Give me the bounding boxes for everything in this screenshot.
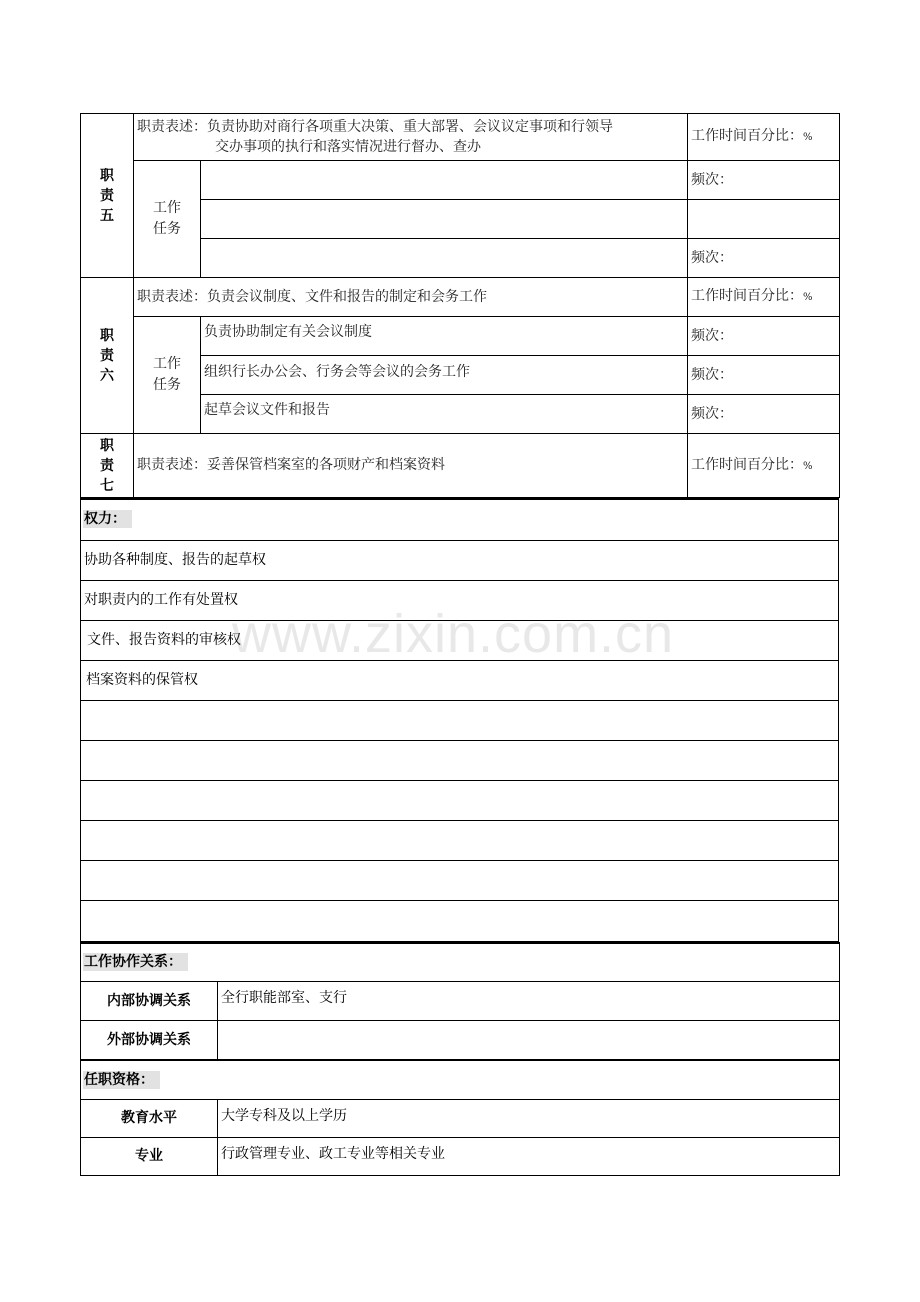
power-item <box>81 860 839 900</box>
duty5-label: 职 责 五 <box>81 114 134 278</box>
external-relation-label: 外部协调关系 <box>81 1021 218 1060</box>
internal-relation-label: 内部协调关系 <box>81 982 218 1021</box>
watermark: www.zixin.com.cn <box>232 604 675 664</box>
duty5-frequency-2 <box>688 200 840 239</box>
duty6-desc-row <box>81 278 840 317</box>
duty6-label: 职 责 六 <box>81 278 134 434</box>
duty6-frequency-3: 频次： <box>688 395 840 434</box>
duty5-frequency-1: 频次： <box>688 161 840 200</box>
duty7-time-percent: 工作时间百分比：% <box>688 434 840 498</box>
education-value: 大学专科及以上学历 <box>218 1100 840 1138</box>
duty7-desc-row <box>81 434 840 498</box>
duty7-description: 职责表述：妥善保管档案室的各项财产和档案资料 <box>134 434 688 498</box>
duty5-task-1 <box>201 161 688 200</box>
external-relation-value <box>218 1021 840 1060</box>
duty6-time-percent: 工作时间百分比：% <box>688 278 840 317</box>
cooperation-table <box>80 942 840 1061</box>
power-item: 协助各种制度、报告的起草权 <box>81 540 839 580</box>
powers-heading: 权力： <box>81 499 839 540</box>
duty5-work-task-label: 工作 任务 <box>134 161 201 278</box>
duties-table <box>80 113 840 498</box>
duty5-frequency-3: 频次： <box>688 239 840 278</box>
major-row <box>81 1138 840 1176</box>
duty5-desc-row <box>81 114 840 161</box>
qualifications-heading-row <box>81 1061 840 1100</box>
internal-relation-row <box>81 982 840 1021</box>
duty6-frequency-2: 频次： <box>688 356 840 395</box>
job-description-sheet <box>80 113 839 1176</box>
duty5-task-row <box>81 161 840 200</box>
duty5-description: 职责表述：负责协助对商行各项重大决策、重大部署、会议议定事项和行领导 交办事项的执行和落实情况进行督办、查办 <box>134 114 688 161</box>
power-item <box>81 780 839 820</box>
powers-table <box>80 498 839 942</box>
qualifications-heading: 任职资格： <box>81 1061 840 1100</box>
power-item: 对职责内的工作有处置权 <box>81 580 839 620</box>
major-label: 专业 <box>81 1138 218 1176</box>
power-item <box>81 700 839 740</box>
power-item <box>81 740 839 780</box>
cooperation-heading-row <box>81 943 840 982</box>
power-item: 档案资料的保管权 <box>81 660 839 700</box>
cooperation-heading: 工作协作关系： <box>81 943 840 982</box>
duty5-task-3 <box>201 239 688 278</box>
power-item: 文件、报告资料的审核权 <box>81 620 839 660</box>
power-item <box>81 900 839 941</box>
duty5-time-percent: 工作时间百分比：% <box>688 114 840 161</box>
internal-relation-value: 全行职能部室、支行 <box>218 982 840 1021</box>
powers-heading-row <box>81 499 839 540</box>
duty6-task-1: 负责协助制定有关会议制度 <box>201 317 688 356</box>
power-item <box>81 820 839 860</box>
duty6-task-3: 起草会议文件和报告 <box>201 395 688 434</box>
duty5-task-2 <box>201 200 688 239</box>
major-value: 行政管理专业、政工专业等相关专业 <box>218 1138 840 1176</box>
duty6-description: 职责表述：负责会议制度、文件和报告的制定和会务工作 <box>134 278 688 317</box>
external-relation-row <box>81 1021 840 1060</box>
duty6-work-task-label: 工作 任务 <box>134 317 201 434</box>
education-label: 教育水平 <box>81 1100 218 1138</box>
qualifications-table <box>80 1060 840 1176</box>
duty6-frequency-1: 频次： <box>688 317 840 356</box>
education-row <box>81 1100 840 1138</box>
duty7-label: 职 责 七 <box>81 434 134 498</box>
duty6-task-2: 组织行长办公会、行务会等会议的会务工作 <box>201 356 688 395</box>
duty6-task-row <box>81 317 840 356</box>
